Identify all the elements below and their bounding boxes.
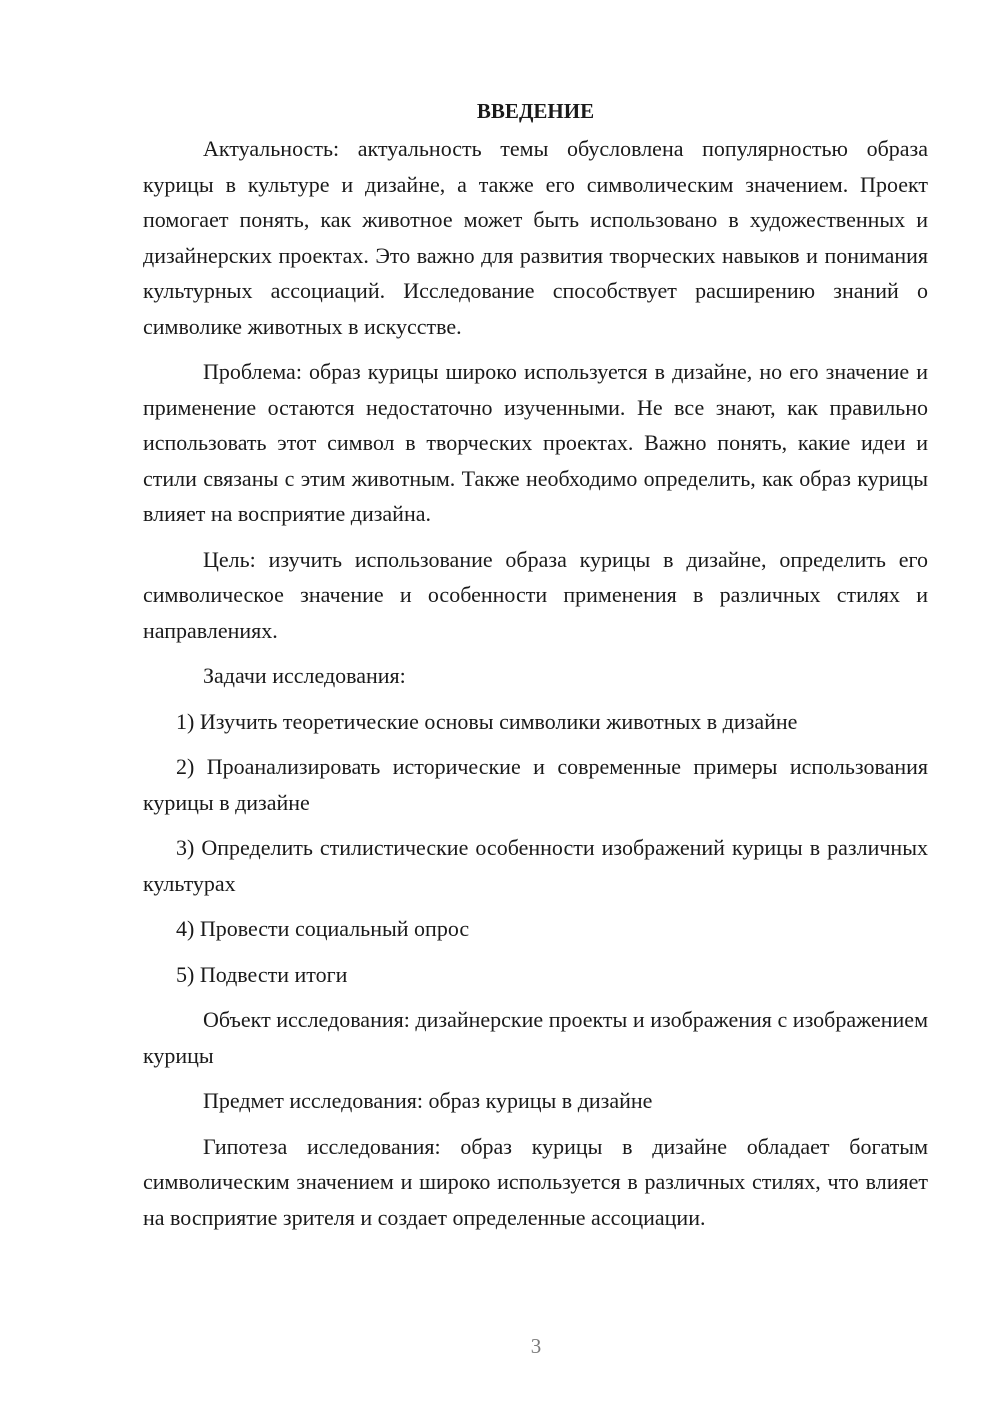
task-item: 2) Проанализировать исторические и современные примеры использования курицы в дизайне	[143, 754, 928, 815]
hypothesis-paragraph: Гипотеза исследования: образ курицы в дизайне обладает богатым символическим значением и широко используется в различных стилях, что влияет на восприятие зрителя и создает определенные ассоциации.	[143, 1133, 928, 1230]
task-item: 5) Подвести итоги	[176, 961, 348, 987]
goal-paragraph: Цель: изучить использование образа курицы в дизайне, определить его символическое значение и особенности применения в различных стилях и направлениях.	[143, 546, 928, 643]
relevance-paragraph: Актуальность: актуальность темы обусловлена популярностью образа курицы в культуре и дизайне, а также его символическим значением. Проект помогает понять, как животное может быть использовано в художественных и дизайнерских проектах. Это важно для развития творческих навыков и понимания культурных ассоциаций. Исследование способствует расширению знаний о символике животных в искусстве.	[143, 136, 928, 339]
task-item: 1) Изучить теоретические основы символики животных в дизайне	[176, 708, 798, 734]
task-item: 4) Провести социальный опрос	[176, 916, 470, 941]
problem-paragraph: Проблема: образ курицы широко используется в дизайне, но его значение и применение остаются недостаточно изученными. Не все знают, как правильно использовать этот символ в творческих проектах. Важно понять, какие идеи и стили связаны с этим животным. Также необходимо определить, как образ курицы влияет на восприятие дизайна.	[143, 359, 928, 526]
page-content	[143, 96, 928, 1235]
object-paragraph: Объект исследования: дизайнерские проекты и изображения с изображением курицы	[143, 1007, 928, 1068]
subject-paragraph: Предмет исследования: образ курицы в дизайне	[203, 1088, 653, 1113]
tasks-title: Задачи исследования:	[203, 663, 406, 688]
task-item: 3) Определить стилистические особенности изображений курицы в различных культурах	[143, 835, 928, 896]
section-heading: ВВЕДЕНИЕ	[476, 99, 595, 123]
page-number: 3	[530, 1334, 542, 1358]
